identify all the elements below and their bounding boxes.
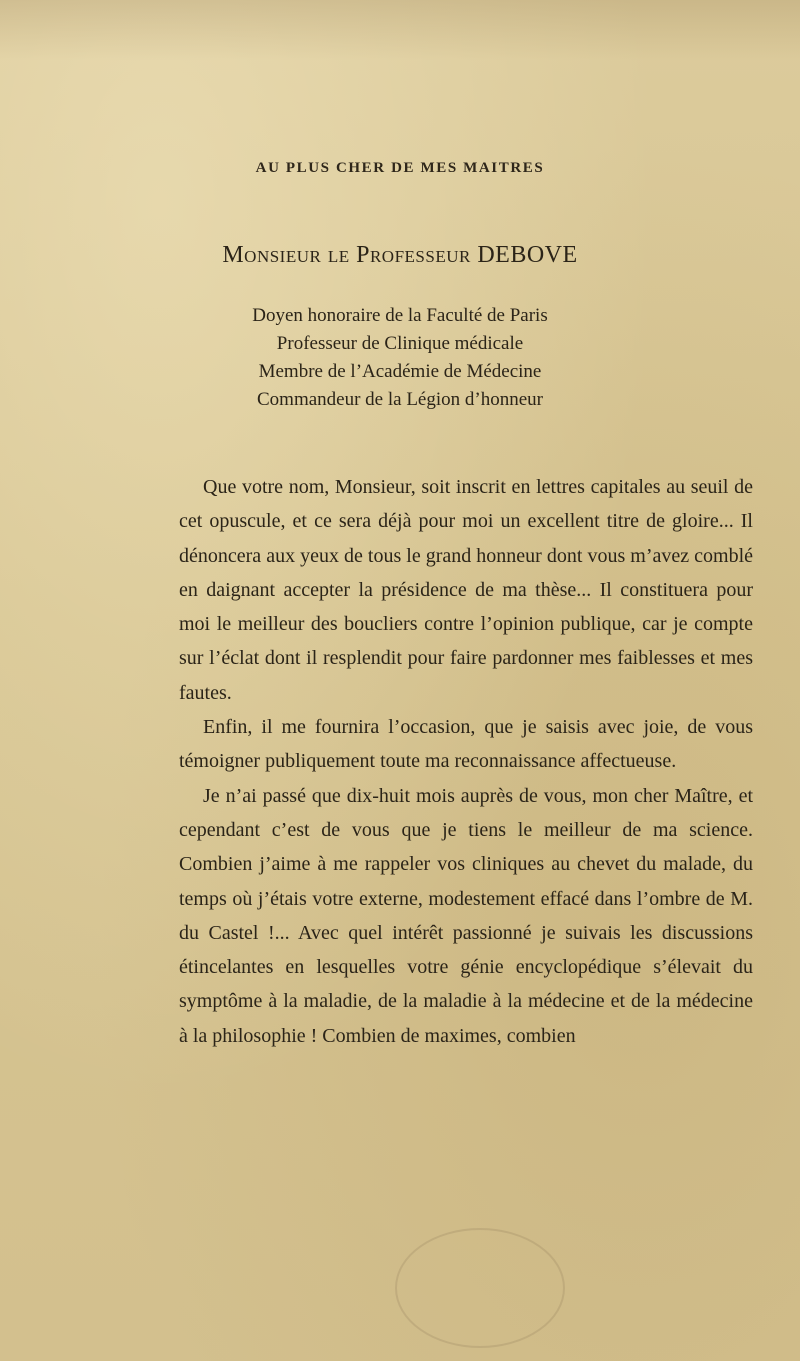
- professor-prefix-1: Monsieur: [222, 242, 322, 268]
- body-paragraph: Que votre nom, Monsieur, soit inscrit en lettres capitales au seuil de cet opuscule, et ce sera déjà pour moi un excellent titre de gloire... Il dénoncera aux yeux de tous le grand honneur dont vous m’avez comblé en daignant accepter la présidence de ma thèse... Il constituera pour moi le meilleur des boucliers contre l’opinion publique, car je compte sur l’éclat dont il resplendit pour faire pardonner mes faiblesses et mes fautes.: [179, 476, 753, 704]
- title-line: Doyen honoraire de la Faculté de Paris: [252, 305, 548, 326]
- paper-stain: [0, 0, 800, 60]
- body-paragraph: Enfin, il me fournira l’occasion, que je saisis avec joie, de vous témoigner publiquement toute ma reconnaissance affectueuse.: [179, 716, 753, 773]
- title-line: Membre de l’Académie de Médecine: [258, 361, 542, 382]
- title-line: Commandeur de la Légion d’honneur: [257, 389, 543, 410]
- dedication-heading: AU PLUS CHER DE MES MAITRES: [255, 160, 545, 176]
- library-stamp: [395, 1228, 565, 1348]
- professor-titles: [0, 302, 800, 414]
- professor-prefix-3: Professeur: [356, 242, 471, 268]
- body-paragraph: Je n’ai passé que dix-huit mois auprès de vous, mon cher Maître, et cependant c’est de vous que je tiens le meilleur de ma science. Combien j’aime à me rappeler vos cliniques au chevet du malade, du temps où j’étais votre externe, modestement effacé dans l’ombre de M. du Castel !... Avec quel intérêt passionné je suivais les discussions étincelantes en lesquelles votre génie encyclopédique s’élevait du symptôme à la maladie, de la maladie à la médecine et de la médecine à la philosophie ! Combien de maximes, combien: [179, 784, 753, 1047]
- professor-name: DEBOVE: [477, 242, 578, 268]
- professor-prefix-2: le: [327, 242, 350, 268]
- professor-heading: [0, 242, 800, 269]
- dedication-body: [179, 470, 753, 1053]
- title-line: Professeur de Clinique médicale: [276, 333, 524, 354]
